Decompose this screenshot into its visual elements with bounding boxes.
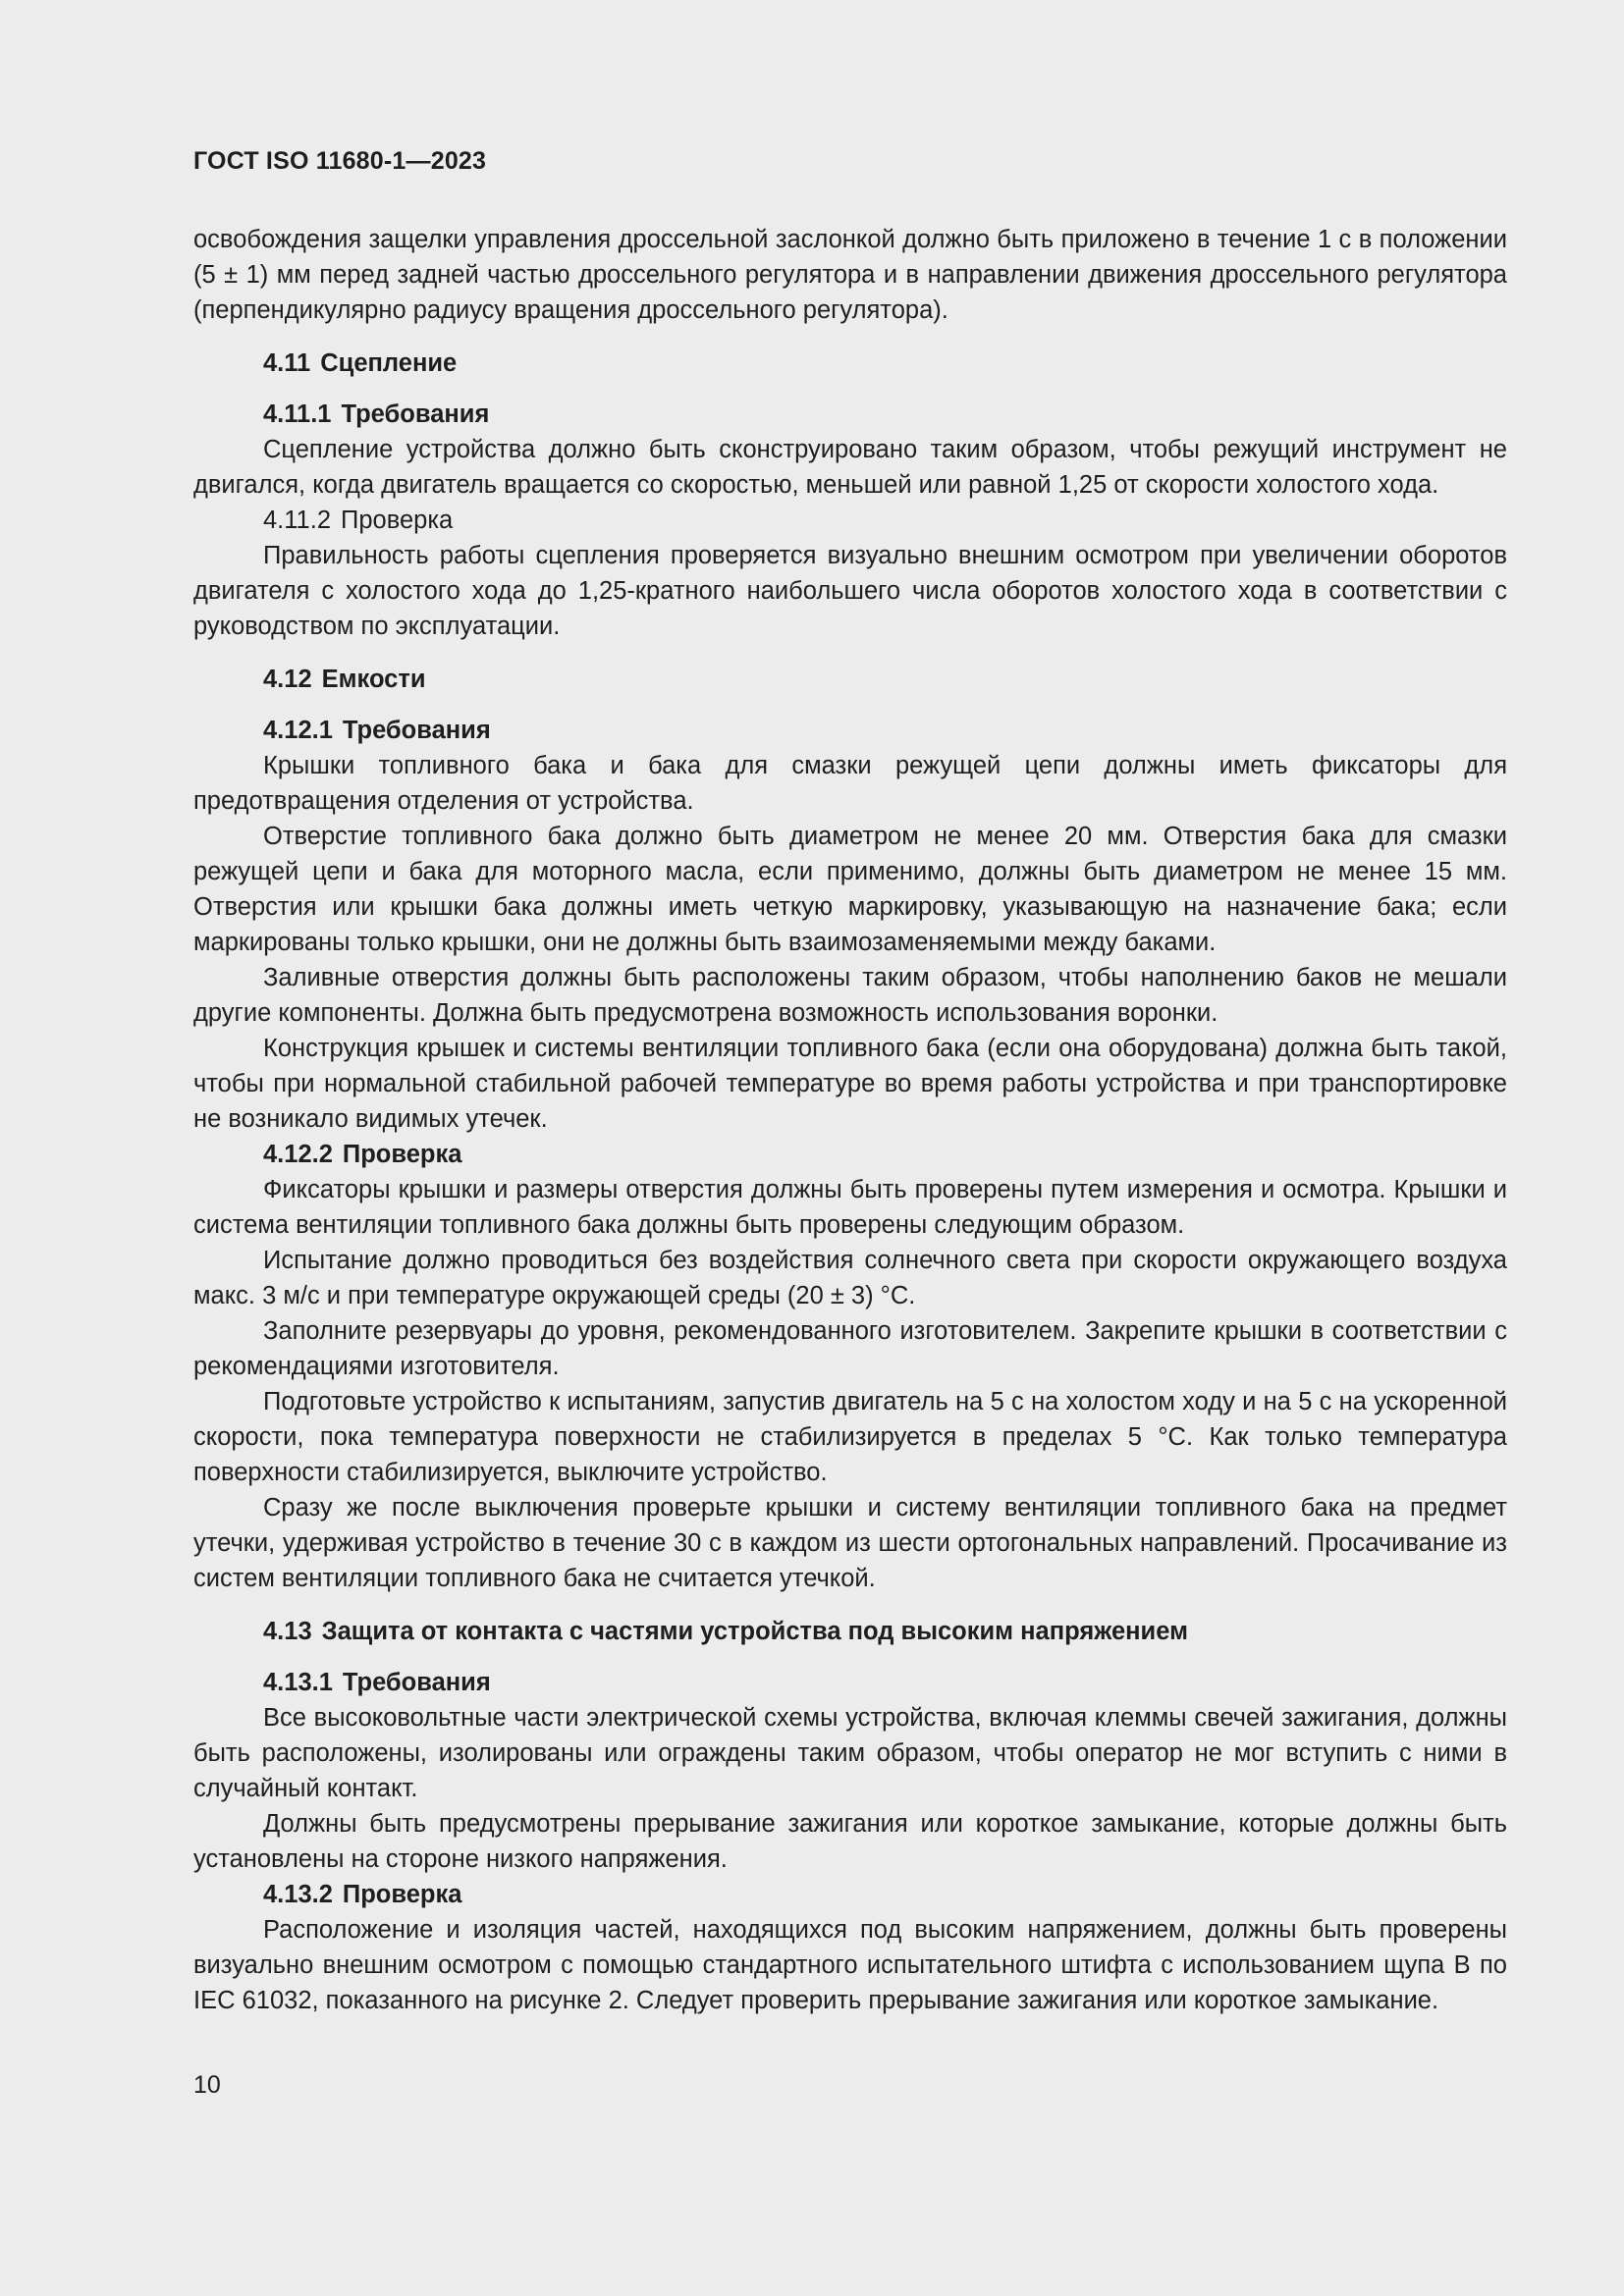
paragraph: Отверстие топливного бака должно быть диаметром не менее 20 мм. Отверстия бака для смазки режущей цепи и бака для моторного масла, если применимо, должны быть диаметром не менее 15 мм. Отверстия или крышки бака должны иметь четкую маркировку, указывающую на назначение бака; если маркированы только крышки, они не должны быть взаимозаменяемыми между баками.	[193, 823, 1507, 956]
document-header: ГОСТ ISO 11680-1—2023	[193, 147, 487, 175]
subsection-number: 4.11.1	[263, 400, 332, 428]
subsection-title: Проверка	[342, 1141, 462, 1168]
subsection-heading-4-12-2	[193, 1137, 1507, 1172]
paragraph: Заливные отверстия должны быть расположены таким образом, чтобы наполнению баков не мешали другие компоненты. Должна быть предусмотрена возможность использования воронки.	[193, 964, 1507, 1027]
paragraph: Испытание должно проводиться без воздействия солнечного света при скорости окружающего воздуха макс. 3 м/с и при температуре окружающей среды (20 ± 3) °С.	[193, 1247, 1507, 1309]
section-title: Емкости	[321, 666, 426, 693]
subsection-number: 4.12.1	[263, 717, 333, 744]
subsection-title: Требования	[342, 717, 491, 744]
section-heading-4-13	[193, 1614, 1507, 1649]
paragraph: Фиксаторы крышки и размеры отверстия должны быть проверены путем измерения и осмотра. Крышки и система вентиляции топливного бака должны быть проверены следующим образом.	[193, 1176, 1507, 1239]
subsection-title: Требования	[342, 1669, 491, 1696]
section-number: 4.13	[263, 1618, 312, 1645]
subsection-title: Проверка	[341, 507, 454, 534]
subsection-heading-4-11-1	[193, 397, 1507, 432]
section-heading-4-11	[193, 346, 1507, 381]
subsection-title: Проверка	[342, 1881, 462, 1908]
paragraph: Сразу же после выключения проверьте крышки и систему вентиляции топливного бака на предмет утечки, удерживая устройство в течение 30 с в каждом из шести ортогональных направлений. Просачивание из систем вентиляции топливного бака не считается утечкой.	[193, 1494, 1507, 1592]
paragraph: Сцепление устройства должно быть сконструировано таким образом, чтобы режущий инструмент не двигался, когда двигатель вращается со скоростью, меньшей или равной 1,25 от скорости холостого хода.	[193, 436, 1507, 499]
subsection-number: 4.11.2	[263, 507, 332, 534]
section-number: 4.12	[263, 666, 312, 693]
paragraph: Должны быть предусмотрены прерывание зажигания или короткое замыкание, которые должны быть установлены на стороне низкого напряжения.	[193, 1810, 1507, 1873]
subsection-heading-4-11-2	[193, 503, 1507, 538]
paragraph: Расположение и изоляция частей, находящихся под высоким напряжением, должны быть проверены визуально внешним осмотром с помощью стандартного испытательного штифта с использованием щупа В по IEC 61032, показанного на рисунке 2. Следует проверить прерывание зажигания или короткое замыкание.	[193, 1916, 1507, 2014]
subsection-number: 4.13.1	[263, 1669, 333, 1696]
section-number: 4.11	[263, 349, 311, 377]
intro-paragraph: освобождения защелки управления дроссельной заслонкой должно быть приложено в течение 1 с в положении (5 ± 1) мм перед задней частью дроссельного регулятора и в направлении движения дроссельного регулятора (перпендикулярно радиусу вращения дроссельного регулятора).	[193, 226, 1507, 324]
subsection-title: Требования	[341, 400, 490, 428]
subsection-heading-4-13-2	[193, 1877, 1507, 1912]
section-heading-4-12	[193, 662, 1507, 697]
page-number: 10	[193, 2071, 221, 2099]
subsection-heading-4-13-1	[193, 1665, 1507, 1700]
paragraph: Все высоковольтные части электрической схемы устройства, включая клеммы свечей зажигания, должны быть расположены, изолированы или ограждены таким образом, чтобы оператор не мог вступить с ними в случайный контакт.	[193, 1704, 1507, 1802]
section-title: Сцепление	[320, 349, 458, 377]
subsection-number: 4.12.2	[263, 1141, 333, 1168]
subsection-heading-4-12-1	[193, 713, 1507, 748]
document-body	[193, 222, 1507, 2018]
section-title: Защита от контакта с частями устройства под высоким напряжением	[321, 1618, 1188, 1645]
paragraph: Крышки топливного бака и бака для смазки режущей цепи должны иметь фиксаторы для предотвращения отделения от устройства.	[193, 752, 1507, 815]
paragraph: Конструкция крышек и системы вентиляции топливного бака (если она оборудована) должна быть такой, чтобы при нормальной стабильной рабочей температуре во время работы устройства и при транспортировке не возникало видимых утечек.	[193, 1035, 1507, 1133]
paragraph: Подготовьте устройство к испытаниям, запустив двигатель на 5 с на холостом ходу и на 5 с на ускоренной скорости, пока температура поверхности не стабилизируется в пределах 5 °С. Как только температура поверхности стабилизируется, выключите устройство.	[193, 1388, 1507, 1486]
paragraph: Правильность работы сцепления проверяется визуально внешним осмотром при увеличении оборотов двигателя с холостого хода до 1,25-кратного наибольшего числа оборотов холостого хода в соответствии с руководством по эксплуатации.	[193, 542, 1507, 640]
subsection-number: 4.13.2	[263, 1881, 333, 1908]
paragraph: Заполните резервуары до уровня, рекомендованного изготовителем. Закрепите крышки в соответствии с рекомендациями изготовителя.	[193, 1317, 1507, 1380]
